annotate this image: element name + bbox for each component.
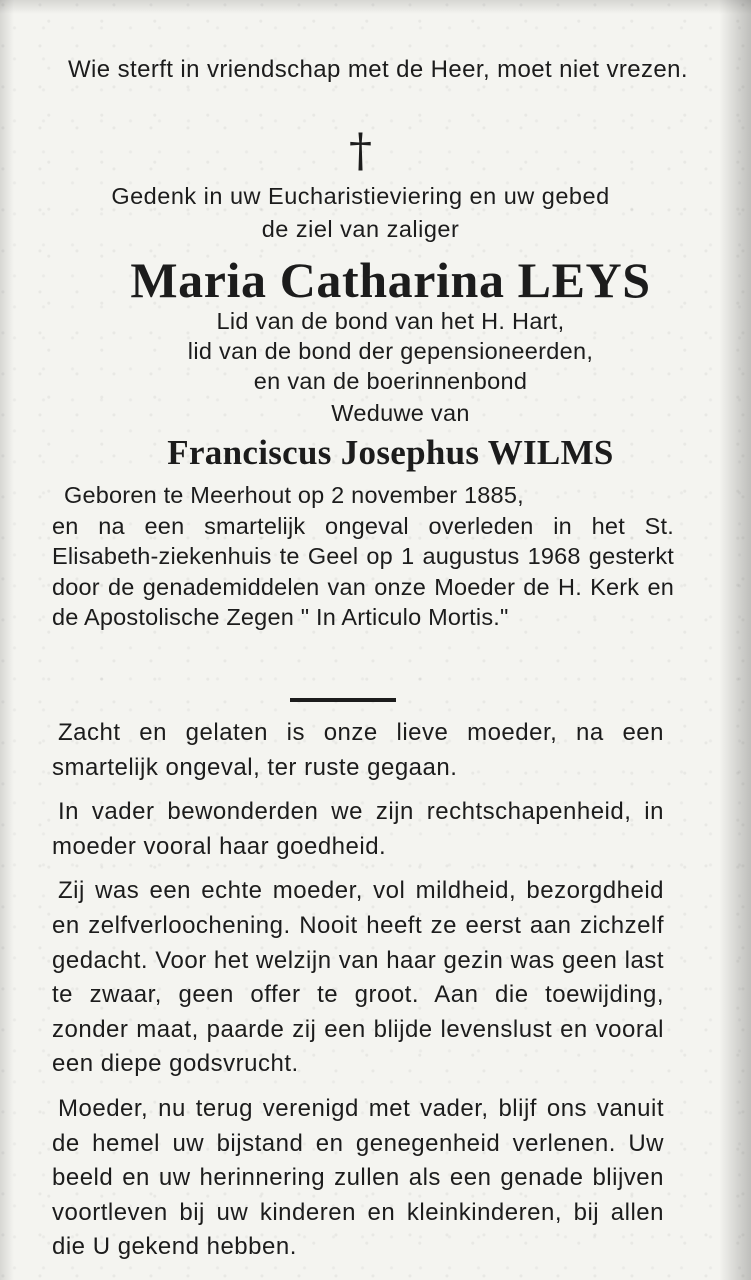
tribute-paragraph: Moeder, nu terug verenigd met vader, blijf ons vanuit de hemel uw bijstand en genegenheid verlenen. Uw beeld en uw herinnering zullen als een genade blijven voortleven bij uw kinderen en kleinkinderen, bij allen die U gekend hebben. <box>52 1094 664 1261</box>
paper-edge-shadow-top <box>0 0 751 14</box>
motto-text: Wie sterft in vriendschap met de Heer, moet niet vrezen. <box>68 56 688 83</box>
death-details: en na een smartelijk ongeval overleden in het St. Elisabeth-ziekenhuis te Geel op 1 augustus 1968 gesterkt door de genademiddelen van onze Moeder de H. Kerk en de Apostolische Zegen " In Articulo Mortis." <box>52 512 674 631</box>
widow-label: Weduwe van <box>331 400 470 426</box>
memberships <box>0 306 751 396</box>
paper-edge-shadow-right <box>719 0 751 1280</box>
spouse-name: Franciscus Josephus WILMS <box>167 433 614 472</box>
intro-line: Gedenk in uw Eucharistieviering en uw gebed <box>111 183 610 209</box>
tribute-paragraph: Zij was een echte moeder, vol mildheid, bezorgdheid en zelfverloochening. Nooit heeft ze eerst aan zichzelf gedacht. Voor het welzijn van haar gezin was geen last te zwaar, geen offer te groot. Aan die toewijding, zonder maat, paarde zij een blijde levenslust en vooral een diepe godsvrucht. <box>52 877 664 1078</box>
intro-line: de ziel van zaliger <box>261 216 460 242</box>
section-divider <box>290 698 396 702</box>
cross-icon: † <box>349 123 372 177</box>
deceased-name: Maria Catharina LEYS <box>130 252 651 308</box>
membership-line: lid van de bond der gepensioneerden, <box>187 338 594 364</box>
membership-line: en van de boerinnenbond <box>253 368 528 394</box>
tribute-paragraph: Zacht en gelaten is onze lieve moeder, na een smartelijk ongeval, ter ruste gegaan. <box>52 719 664 781</box>
tribute-paragraphs <box>52 716 664 1265</box>
tribute-paragraph: In vader bewonderden we zijn rechtschapenheid, in moeder vooral haar goedheid. <box>52 798 664 860</box>
birth-line: Geboren te Meerhout op 2 november 1885, <box>64 482 524 508</box>
intro-text <box>0 180 721 246</box>
membership-line: Lid van de bond van het H. Hart, <box>216 308 565 334</box>
biography-text <box>52 480 674 633</box>
